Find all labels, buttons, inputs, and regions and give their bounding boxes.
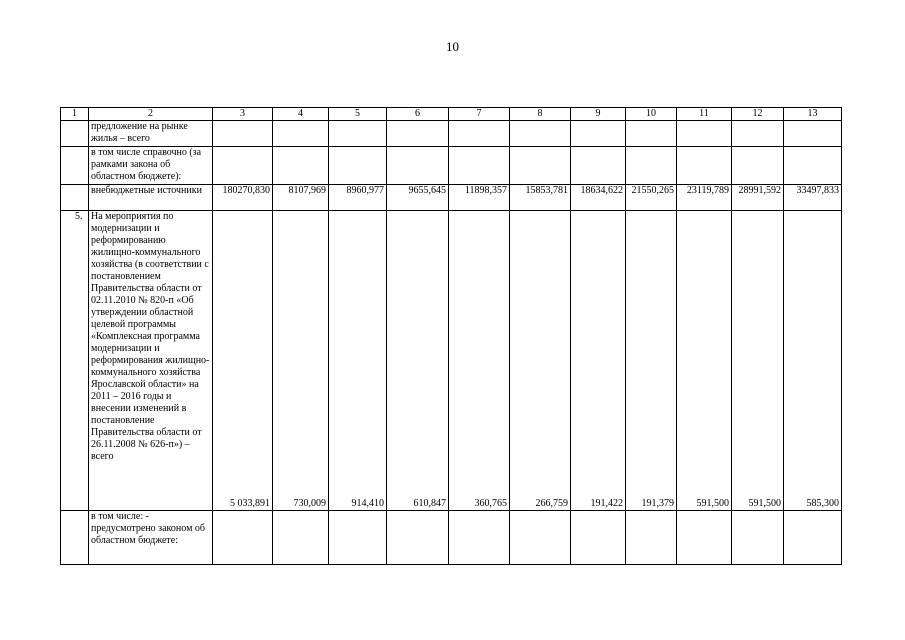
row-label: в том числе: - предусмотрено законом об областном бюджете: [89,511,213,565]
table-cell [571,121,626,147]
table-cell [213,511,273,565]
table-cell: 11898,357 [449,185,510,211]
table-row [61,185,842,211]
table-cell: 8960,977 [329,185,387,211]
table-row [61,147,842,185]
table-cell: 610,847 [387,211,449,511]
row-label: в том числе справочно (за рамками закона об областном бюджете): [89,147,213,185]
table-cell [387,511,449,565]
table-cell [329,147,387,185]
table-cell: 9655,645 [387,185,449,211]
table-cell [449,121,510,147]
column-header: 4 [273,108,329,121]
table-cell [273,121,329,147]
column-header: 1 [61,108,89,121]
table-cell: 8107,969 [273,185,329,211]
row-number: 5. [61,211,89,511]
table-cell [784,121,842,147]
table-cell [449,511,510,565]
table-cell [732,511,784,565]
table-cell [677,147,732,185]
table-cell: 591,500 [732,211,784,511]
table-cell [387,147,449,185]
column-header: 3 [213,108,273,121]
table-cell [213,121,273,147]
table-cell [626,147,677,185]
row-label: внебюджетные источники [89,185,213,211]
row-number [61,121,89,147]
table-cell [387,121,449,147]
table-cell [329,121,387,147]
column-header: 8 [510,108,571,121]
table-row [61,211,842,511]
table-cell: 191,379 [626,211,677,511]
column-header: 5 [329,108,387,121]
column-header: 10 [626,108,677,121]
column-header: 12 [732,108,784,121]
row-number [61,511,89,565]
column-header: 11 [677,108,732,121]
table-cell [273,511,329,565]
table-cell: 360,765 [449,211,510,511]
column-header: 9 [571,108,626,121]
table-cell [273,147,329,185]
row-label: предложение на рынке жилья – всего [89,121,213,147]
column-header: 13 [784,108,842,121]
table-cell [732,121,784,147]
table-cell [784,511,842,565]
row-number [61,147,89,185]
table-cell: 5 033,891 [213,211,273,511]
table-cell: 21550,265 [626,185,677,211]
table-cell: 191,422 [571,211,626,511]
table-cell: 591,500 [677,211,732,511]
table-cell [329,511,387,565]
column-header: 6 [387,108,449,121]
table-cell: 585,300 [784,211,842,511]
table-cell: 28991,592 [732,185,784,211]
table-cell: 180270,830 [213,185,273,211]
table-row [61,121,842,147]
column-header: 7 [449,108,510,121]
table-cell: 914,410 [329,211,387,511]
table-cell [213,147,273,185]
table-row [61,511,842,565]
table-cell: 18634,622 [571,185,626,211]
table-cell: 33497,833 [784,185,842,211]
table-header-row [61,108,842,121]
table-cell [510,147,571,185]
table-cell: 23119,789 [677,185,732,211]
table-cell [449,147,510,185]
table-cell [732,147,784,185]
table-cell [626,121,677,147]
column-header: 2 [89,108,213,121]
row-label: На мероприятия по модернизации и реформированию жилищно-коммунального хозяйства (в соответствии с постановлением Правительства области от 02.11.2010 № 820-п «Об утверждении областной целевой программы «Комплексная программа модернизации и реформирования жилищно-коммунального хозяйства Ярославской области» на 2011 – 2016 годы и внесении изменений в постановление Правительства области от 26.11.2008 № 626-п») – всего [89,211,213,511]
table-cell [677,511,732,565]
table-cell [784,147,842,185]
table-cell [626,511,677,565]
row-number [61,185,89,211]
budget-table [60,107,842,565]
page-number: 10 [446,39,459,54]
table-cell: 730,009 [273,211,329,511]
table-cell [510,121,571,147]
table-cell [571,147,626,185]
table-cell: 266,759 [510,211,571,511]
table-cell: 15853,781 [510,185,571,211]
table-cell [510,511,571,565]
table-cell [677,121,732,147]
table-cell [571,511,626,565]
